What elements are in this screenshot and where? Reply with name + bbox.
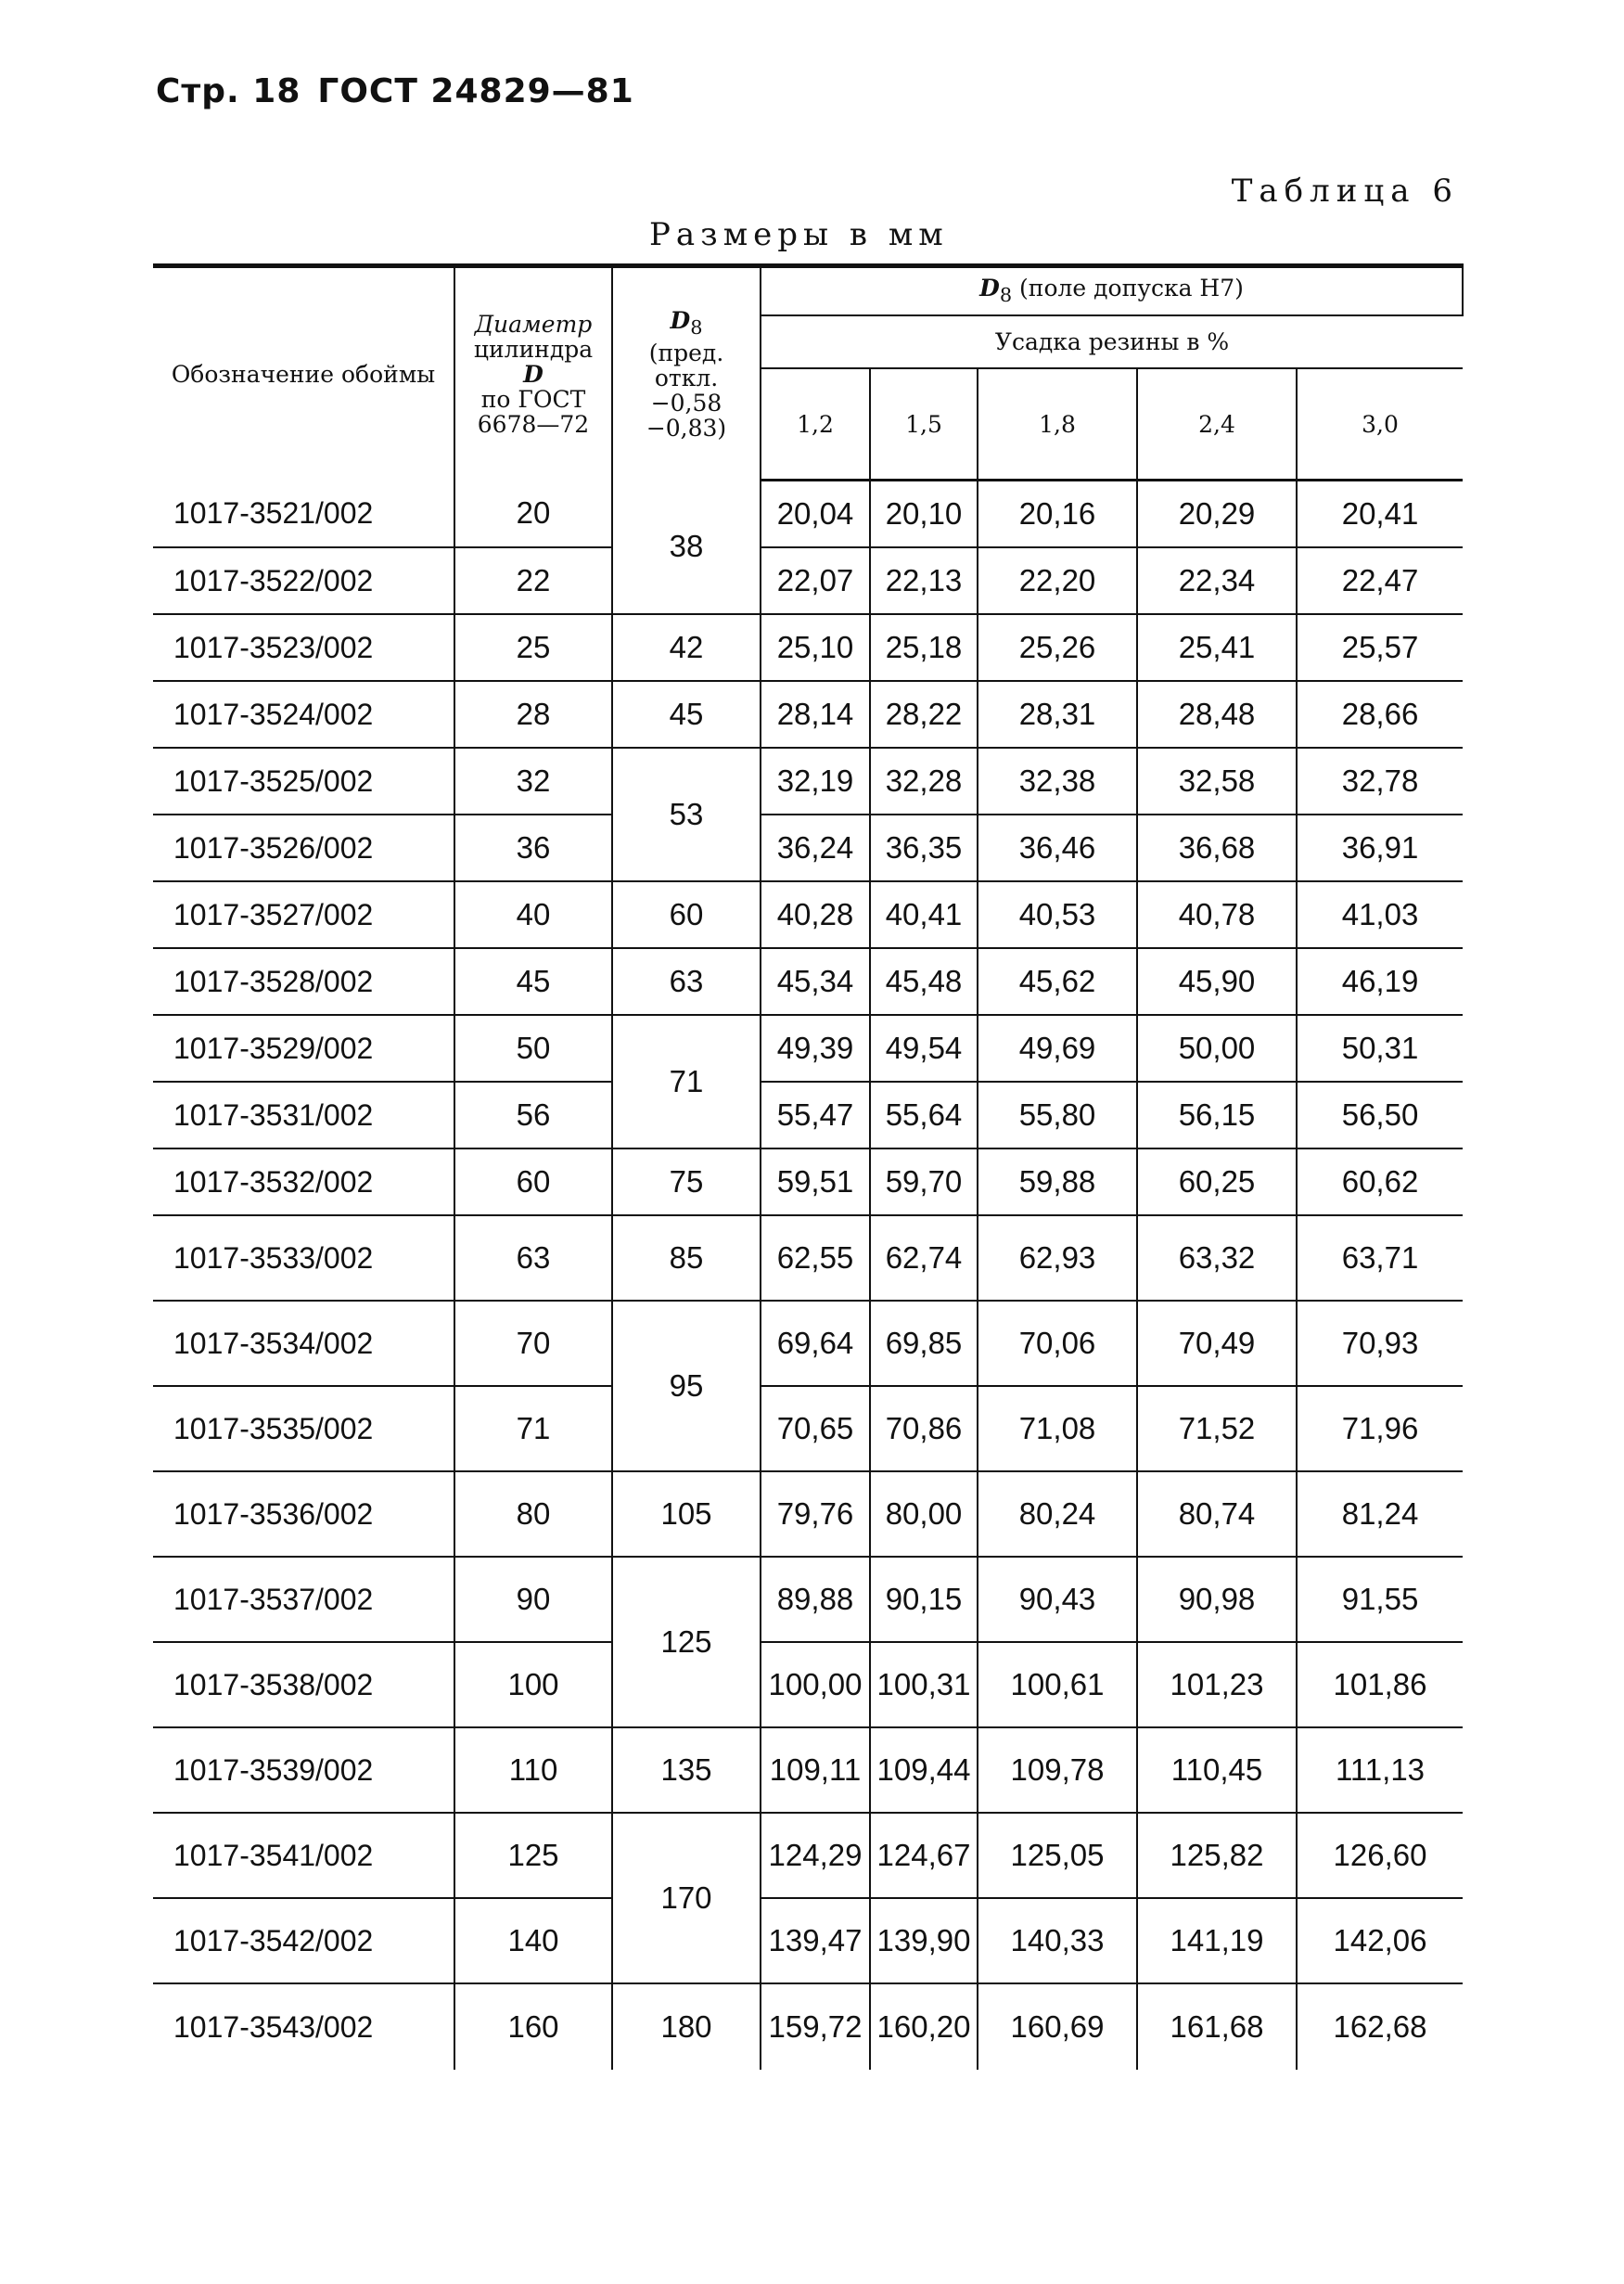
value-cell: 22,34 bbox=[1137, 547, 1297, 614]
value-cell: 126,60 bbox=[1297, 1813, 1463, 1898]
value-cell: 125,05 bbox=[978, 1813, 1137, 1898]
value-cell: 20,29 bbox=[1137, 481, 1297, 548]
value-cell: 142,06 bbox=[1297, 1898, 1463, 1983]
value-cell: 100,31 bbox=[870, 1642, 978, 1727]
d8-cell: 60 bbox=[612, 881, 761, 948]
value-cell: 25,10 bbox=[761, 614, 870, 681]
col-header-ds: $D_8$ (поле допуска H7) bbox=[761, 266, 1463, 316]
value-cell: 22,20 bbox=[978, 547, 1137, 614]
value-cell: 45,62 bbox=[978, 948, 1137, 1015]
value-cell: 45,48 bbox=[870, 948, 978, 1015]
value-cell: 124,29 bbox=[761, 1813, 870, 1898]
designation-cell: 1017-3543/002 bbox=[173, 2009, 374, 2044]
value-cell: 71,08 bbox=[978, 1386, 1137, 1471]
designation-cell: 1017-3524/002 bbox=[153, 681, 454, 748]
designation-cell: 1017-3536/002 bbox=[153, 1471, 454, 1557]
value-cell: 161,68 bbox=[1137, 1983, 1297, 2070]
value-cell: 90,98 bbox=[1137, 1557, 1297, 1642]
designation-cell: 1017-3538/002 bbox=[153, 1642, 454, 1727]
value-cell: 50,00 bbox=[1137, 1015, 1297, 1082]
col-header-pct: 2,4 bbox=[1137, 368, 1297, 481]
d8-cell: 95 bbox=[612, 1301, 761, 1471]
table-row bbox=[153, 1148, 1463, 1215]
value-cell: 90,43 bbox=[978, 1557, 1137, 1642]
diameter-cell: 50 bbox=[454, 1015, 612, 1082]
d8-cell: 75 bbox=[612, 1148, 761, 1215]
value-cell: 32,78 bbox=[1297, 748, 1463, 815]
value-cell: 60,62 bbox=[1297, 1148, 1463, 1215]
value-cell: 40,78 bbox=[1137, 881, 1297, 948]
value-cell: 62,93 bbox=[978, 1215, 1137, 1301]
value-cell: 91,55 bbox=[1297, 1557, 1463, 1642]
col-header-pct: 1,8 bbox=[978, 368, 1137, 481]
table-row bbox=[153, 881, 1463, 948]
value-cell: 159,72 bbox=[768, 2009, 863, 2044]
value-cell: 32,38 bbox=[978, 748, 1137, 815]
page-header bbox=[156, 72, 634, 110]
table-row bbox=[153, 748, 1463, 815]
value-cell: 70,49 bbox=[1137, 1301, 1297, 1386]
designation-cell: 1017-3537/002 bbox=[153, 1557, 454, 1642]
designation-cell: 1017-3529/002 bbox=[153, 1015, 454, 1082]
table-label: Таблица 6 bbox=[1231, 173, 1459, 210]
value-cell: 55,80 bbox=[978, 1082, 1137, 1148]
d8-cell: 63 bbox=[612, 948, 761, 1015]
table-row bbox=[153, 815, 1463, 881]
diameter-cell: 22 bbox=[454, 547, 612, 614]
table-row bbox=[153, 1082, 1463, 1148]
diameter-cell: 56 bbox=[454, 1082, 612, 1148]
table-row bbox=[153, 1386, 1463, 1471]
value-cell: 70,93 bbox=[1297, 1301, 1463, 1386]
value-cell: 25,26 bbox=[978, 614, 1137, 681]
d8-cell: 125 bbox=[612, 1557, 761, 1727]
d8-cell: 170 bbox=[612, 1813, 761, 1983]
col-header-pct: 1,5 bbox=[870, 368, 978, 481]
value-cell: 36,91 bbox=[1297, 815, 1463, 881]
value-cell: 28,22 bbox=[870, 681, 978, 748]
table-row bbox=[153, 1898, 1463, 1983]
value-cell: 36,46 bbox=[978, 815, 1137, 881]
value-cell: 36,35 bbox=[870, 815, 978, 881]
value-cell: 28,14 bbox=[761, 681, 870, 748]
diameter-cell: 140 bbox=[454, 1898, 612, 1983]
value-cell: 160,20 bbox=[870, 1983, 978, 2070]
col-header-pct: 3,0 bbox=[1297, 368, 1463, 481]
units-caption: Размеры в мм bbox=[649, 216, 949, 253]
value-cell: 20,04 bbox=[761, 481, 870, 548]
value-cell: 55,64 bbox=[870, 1082, 978, 1148]
value-cell: 101,86 bbox=[1297, 1642, 1463, 1727]
table-row bbox=[153, 1727, 1463, 1813]
value-cell: 89,88 bbox=[761, 1557, 870, 1642]
table-row bbox=[153, 481, 1463, 548]
value-cell: 63,71 bbox=[1297, 1215, 1463, 1301]
designation-cell: 1017-3527/002 bbox=[153, 881, 454, 948]
value-cell: 56,15 bbox=[1137, 1082, 1297, 1148]
value-cell: 49,39 bbox=[761, 1015, 870, 1082]
value-cell: 141,19 bbox=[1137, 1898, 1297, 1983]
d8-cell: 53 bbox=[612, 748, 761, 881]
value-cell: 125,82 bbox=[1137, 1813, 1297, 1898]
value-cell: 90,15 bbox=[870, 1557, 978, 1642]
designation-cell: 1017-3525/002 bbox=[153, 748, 454, 815]
value-cell: 45,90 bbox=[1137, 948, 1297, 1015]
table-row bbox=[153, 1301, 1463, 1386]
value-cell: 139,47 bbox=[761, 1898, 870, 1983]
value-cell: 49,69 bbox=[978, 1015, 1137, 1082]
value-cell: 70,86 bbox=[870, 1386, 978, 1471]
value-cell: 109,44 bbox=[870, 1727, 978, 1813]
value-cell: 22,13 bbox=[870, 547, 978, 614]
value-cell: 25,18 bbox=[870, 614, 978, 681]
value-cell: 162,68 bbox=[1297, 1983, 1463, 2070]
value-cell: 20,41 bbox=[1297, 481, 1463, 548]
table-row bbox=[153, 1642, 1463, 1727]
value-cell: 59,70 bbox=[870, 1148, 978, 1215]
d8-cell: 71 bbox=[612, 1015, 761, 1148]
table-row bbox=[153, 1015, 1463, 1082]
table-row bbox=[153, 1813, 1463, 1898]
d8-cell: 105 bbox=[612, 1471, 761, 1557]
value-cell: 25,57 bbox=[1297, 614, 1463, 681]
diameter-cell: 45 bbox=[454, 948, 612, 1015]
value-cell: 62,55 bbox=[761, 1215, 870, 1301]
value-cell: 41,03 bbox=[1297, 881, 1463, 948]
value-cell: 80,24 bbox=[978, 1471, 1137, 1557]
value-cell: 101,23 bbox=[1137, 1642, 1297, 1727]
value-cell: 28,66 bbox=[1297, 681, 1463, 748]
value-cell: 69,64 bbox=[761, 1301, 870, 1386]
standard-number: ГОСТ 24829—81 bbox=[317, 72, 634, 110]
diameter-cell: 40 bbox=[454, 881, 612, 948]
value-cell: 56,50 bbox=[1297, 1082, 1463, 1148]
value-cell: 32,58 bbox=[1137, 748, 1297, 815]
table-row bbox=[153, 1557, 1463, 1642]
designation-cell: 1017-3535/002 bbox=[153, 1386, 454, 1471]
value-cell: 139,90 bbox=[870, 1898, 978, 1983]
col-header-diameter: Диаметр цилиндра D по ГОСТ 6678—72 bbox=[454, 266, 612, 481]
diameter-cell: 110 bbox=[454, 1727, 612, 1813]
designation-cell: 1017-3528/002 bbox=[153, 948, 454, 1015]
value-cell: 20,10 bbox=[870, 481, 978, 548]
diameter-cell: 36 bbox=[454, 815, 612, 881]
col-header-shrinkage: Усадка резины в % bbox=[761, 315, 1463, 368]
value-cell: 55,47 bbox=[761, 1082, 870, 1148]
value-cell: 40,41 bbox=[870, 881, 978, 948]
col-header-designation: Обозначение обоймы bbox=[153, 266, 454, 481]
value-cell: 22,47 bbox=[1297, 547, 1463, 614]
value-cell: 109,11 bbox=[761, 1727, 870, 1813]
d8-cell: 180 bbox=[612, 1983, 761, 2070]
table-row bbox=[153, 1983, 1463, 2070]
diameter-cell: 32 bbox=[454, 748, 612, 815]
col-header-pct: 1,2 bbox=[761, 368, 870, 481]
value-cell: 79,76 bbox=[761, 1471, 870, 1557]
table-row bbox=[153, 1471, 1463, 1557]
designation-cell: 1017-3532/002 bbox=[153, 1148, 454, 1215]
designation-cell: 1017-3521/002 bbox=[153, 481, 454, 548]
diameter-cell: 160 bbox=[454, 1983, 612, 2070]
designation-cell: 1017-3534/002 bbox=[153, 1301, 454, 1386]
diameter-cell: 28 bbox=[454, 681, 612, 748]
value-cell: 70,65 bbox=[761, 1386, 870, 1471]
value-cell: 71,96 bbox=[1297, 1386, 1463, 1471]
value-cell: 60,25 bbox=[1137, 1148, 1297, 1215]
table-row bbox=[153, 681, 1463, 748]
value-cell: 140,33 bbox=[978, 1898, 1137, 1983]
value-cell: 124,67 bbox=[870, 1813, 978, 1898]
d8-cell: 135 bbox=[612, 1727, 761, 1813]
value-cell: 36,68 bbox=[1137, 815, 1297, 881]
value-cell: 40,28 bbox=[761, 881, 870, 948]
table-body bbox=[153, 481, 1463, 2071]
d8-cell: 42 bbox=[612, 614, 761, 681]
value-cell: 28,48 bbox=[1137, 681, 1297, 748]
diameter-cell: 80 bbox=[454, 1471, 612, 1557]
designation-cell: 1017-3539/002 bbox=[153, 1727, 454, 1813]
value-cell: 32,19 bbox=[761, 748, 870, 815]
d8-cell: 38 bbox=[612, 481, 761, 615]
col-header-d8: $D_8$ (пред. откл. −0,58 −0,83) bbox=[612, 266, 761, 481]
diameter-cell: 20 bbox=[454, 481, 612, 548]
value-cell: 22,07 bbox=[761, 547, 870, 614]
value-cell: 100,00 bbox=[761, 1642, 870, 1727]
diameter-cell: 100 bbox=[454, 1642, 612, 1727]
table-row bbox=[153, 1215, 1463, 1301]
value-cell: 45,34 bbox=[761, 948, 870, 1015]
value-cell: 40,53 bbox=[978, 881, 1137, 948]
value-cell: 62,74 bbox=[870, 1215, 978, 1301]
value-cell: 100,61 bbox=[978, 1642, 1137, 1727]
table-row bbox=[153, 547, 1463, 614]
value-cell: 50,31 bbox=[1297, 1015, 1463, 1082]
value-cell: 28,31 bbox=[978, 681, 1137, 748]
designation-cell: 1017-3541/002 bbox=[153, 1813, 454, 1898]
value-cell: 71,52 bbox=[1137, 1386, 1297, 1471]
table-row bbox=[153, 948, 1463, 1015]
table-row bbox=[153, 614, 1463, 681]
value-cell: 20,16 bbox=[978, 481, 1137, 548]
diameter-cell: 60 bbox=[454, 1148, 612, 1215]
d8-cell: 45 bbox=[612, 681, 761, 748]
designation-cell: 1017-3531/002 bbox=[153, 1082, 454, 1148]
value-cell: 49,54 bbox=[870, 1015, 978, 1082]
diameter-cell: 63 bbox=[454, 1215, 612, 1301]
page-number: Стр. 18 bbox=[156, 72, 301, 110]
value-cell: 32,28 bbox=[870, 748, 978, 815]
value-cell: 59,51 bbox=[761, 1148, 870, 1215]
value-cell: 160,69 bbox=[978, 1983, 1137, 2070]
designation-cell: 1017-3523/002 bbox=[153, 614, 454, 681]
value-cell: 59,88 bbox=[978, 1148, 1137, 1215]
d8-cell: 85 bbox=[612, 1215, 761, 1301]
value-cell: 80,74 bbox=[1137, 1471, 1297, 1557]
value-cell: 36,24 bbox=[761, 815, 870, 881]
diameter-cell: 125 bbox=[454, 1813, 612, 1898]
value-cell: 69,85 bbox=[870, 1301, 978, 1386]
diameter-cell: 90 bbox=[454, 1557, 612, 1642]
value-cell: 111,13 bbox=[1297, 1727, 1463, 1813]
designation-cell: 1017-3542/002 bbox=[153, 1898, 454, 1983]
value-cell: 46,19 bbox=[1297, 948, 1463, 1015]
value-cell: 109,78 bbox=[978, 1727, 1137, 1813]
value-cell: 63,32 bbox=[1137, 1215, 1297, 1301]
value-cell: 25,41 bbox=[1137, 614, 1297, 681]
diameter-cell: 71 bbox=[454, 1386, 612, 1471]
dimensions-table bbox=[153, 263, 1464, 2070]
designation-cell: 1017-3533/002 bbox=[153, 1215, 454, 1301]
diameter-cell: 70 bbox=[454, 1301, 612, 1386]
designation-cell: 1017-3522/002 bbox=[153, 547, 454, 614]
value-cell: 80,00 bbox=[870, 1471, 978, 1557]
value-cell: 70,06 bbox=[978, 1301, 1137, 1386]
value-cell: 110,45 bbox=[1137, 1727, 1297, 1813]
value-cell: 81,24 bbox=[1297, 1471, 1463, 1557]
designation-cell: 1017-3526/002 bbox=[153, 815, 454, 881]
diameter-cell: 25 bbox=[454, 614, 612, 681]
